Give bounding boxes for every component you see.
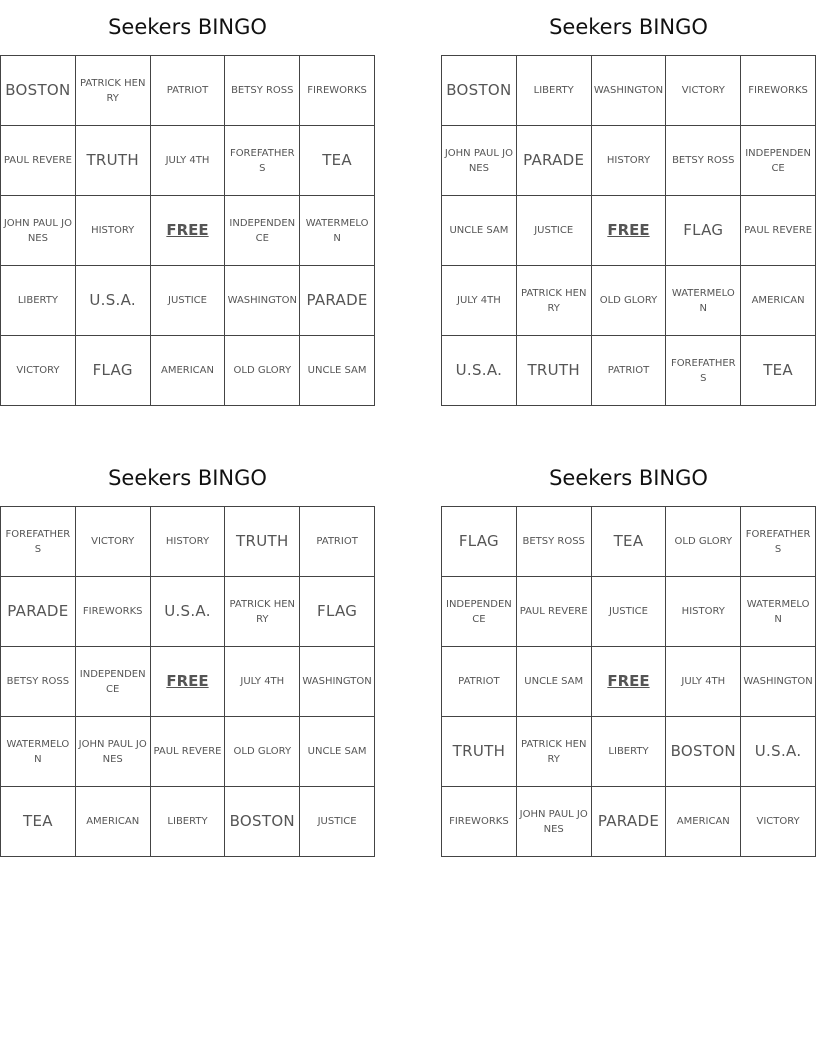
bingo-cell: JULY 4TH xyxy=(151,126,226,196)
bingo-cell: PATRIOT xyxy=(442,647,517,717)
bingo-cell: WASHINGTON xyxy=(741,647,816,717)
free-space-cell: FREE xyxy=(592,647,667,717)
bingo-grid xyxy=(441,506,816,857)
bingo-card-1 xyxy=(0,12,375,379)
bingo-cell: AMERICAN xyxy=(666,787,741,857)
bingo-cell: TEA xyxy=(300,126,375,196)
bingo-cell: PATRIOT xyxy=(300,507,375,577)
bingo-cell: LIBERTY xyxy=(517,56,592,126)
bingo-grid xyxy=(441,55,816,406)
bingo-cell: WATERMELON xyxy=(1,717,76,787)
bingo-cell: JUSTICE xyxy=(300,787,375,857)
bingo-cell: BOSTON xyxy=(666,717,741,787)
bingo-cell: LIBERTY xyxy=(1,266,76,336)
bingo-cell: TRUTH xyxy=(225,507,300,577)
bingo-cell: INDEPENDENCE xyxy=(76,647,151,717)
bingo-cell: JOHN PAUL JONES xyxy=(517,787,592,857)
bingo-cell: PARADE xyxy=(517,126,592,196)
bingo-cell: FOREFATHERS xyxy=(1,507,76,577)
bingo-cell: PARADE xyxy=(300,266,375,336)
bingo-cell: PAUL REVERE xyxy=(1,126,76,196)
bingo-cell: PAUL REVERE xyxy=(517,577,592,647)
bingo-cell: FIREWORKS xyxy=(300,56,375,126)
bingo-cell: OLD GLORY xyxy=(225,336,300,406)
card-title: Seekers BINGO xyxy=(108,15,267,39)
free-space-cell: FREE xyxy=(151,196,226,266)
bingo-cell: PARADE xyxy=(592,787,667,857)
bingo-grid xyxy=(0,55,375,406)
bingo-cell: HISTORY xyxy=(76,196,151,266)
bingo-cell: OLD GLORY xyxy=(592,266,667,336)
bingo-card-4 xyxy=(441,463,816,835)
bingo-cell: JUSTICE xyxy=(592,577,667,647)
bingo-cell: WASHINGTON xyxy=(225,266,300,336)
bingo-cell: U.S.A. xyxy=(76,266,151,336)
bingo-cell: JUSTICE xyxy=(151,266,226,336)
bingo-cell: VICTORY xyxy=(76,507,151,577)
bingo-cell: PAUL REVERE xyxy=(151,717,226,787)
bingo-cell: PATRICK HENRY xyxy=(517,717,592,787)
bingo-cell: PATRICK HENRY xyxy=(225,577,300,647)
card-title: Seekers BINGO xyxy=(108,466,267,490)
bingo-cell: FIREWORKS xyxy=(741,56,816,126)
bingo-cell: INDEPENDENCE xyxy=(741,126,816,196)
bingo-cell: INDEPENDENCE xyxy=(442,577,517,647)
bingo-cell: FLAG xyxy=(76,336,151,406)
bingo-cell: FLAG xyxy=(442,507,517,577)
bingo-cell: TRUTH xyxy=(442,717,517,787)
bingo-grid xyxy=(0,506,375,857)
bingo-cell: BOSTON xyxy=(1,56,76,126)
bingo-cell: LIBERTY xyxy=(592,717,667,787)
bingo-cell: JULY 4TH xyxy=(442,266,517,336)
bingo-cell: PATRICK HENRY xyxy=(76,56,151,126)
bingo-cell: WASHINGTON xyxy=(300,647,375,717)
bingo-cell: U.S.A. xyxy=(151,577,226,647)
bingo-cell: BOSTON xyxy=(442,56,517,126)
bingo-cell: PATRIOT xyxy=(592,336,667,406)
bingo-cell: LIBERTY xyxy=(151,787,226,857)
bingo-cell: BETSY ROSS xyxy=(666,126,741,196)
bingo-cell: PAUL REVERE xyxy=(741,196,816,266)
bingo-cell: JULY 4TH xyxy=(225,647,300,717)
bingo-cell: UNCLE SAM xyxy=(300,336,375,406)
bingo-cell: JOHN PAUL JONES xyxy=(76,717,151,787)
bingo-cell: WATERMELON xyxy=(300,196,375,266)
bingo-cell: PARADE xyxy=(1,577,76,647)
free-space-cell: FREE xyxy=(151,647,226,717)
bingo-cell: FIREWORKS xyxy=(442,787,517,857)
bingo-cell: JOHN PAUL JONES xyxy=(1,196,76,266)
bingo-cell: FOREFATHERS xyxy=(666,336,741,406)
bingo-card-2 xyxy=(441,12,816,384)
bingo-cell: JOHN PAUL JONES xyxy=(442,126,517,196)
bingo-cell: BETSY ROSS xyxy=(517,507,592,577)
bingo-cell: TEA xyxy=(1,787,76,857)
bingo-cell: FLAG xyxy=(666,196,741,266)
bingo-cell: U.S.A. xyxy=(442,336,517,406)
bingo-cell: FLAG xyxy=(300,577,375,647)
bingo-cell: VICTORY xyxy=(666,56,741,126)
bingo-cell: U.S.A. xyxy=(741,717,816,787)
bingo-cell: INDEPENDENCE xyxy=(225,196,300,266)
bingo-cell: HISTORY xyxy=(151,507,226,577)
bingo-cell: AMERICAN xyxy=(151,336,226,406)
bingo-cell: OLD GLORY xyxy=(225,717,300,787)
bingo-cell: HISTORY xyxy=(592,126,667,196)
bingo-cell: TEA xyxy=(741,336,816,406)
bingo-cell: PATRICK HENRY xyxy=(517,266,592,336)
bingo-cell: HISTORY xyxy=(666,577,741,647)
bingo-cell: WATERMELON xyxy=(666,266,741,336)
bingo-cell: UNCLE SAM xyxy=(442,196,517,266)
bingo-cell: BETSY ROSS xyxy=(1,647,76,717)
bingo-cell: BOSTON xyxy=(225,787,300,857)
bingo-cell: UNCLE SAM xyxy=(300,717,375,787)
card-title: Seekers BINGO xyxy=(549,466,708,490)
bingo-cell: AMERICAN xyxy=(741,266,816,336)
bingo-cell: AMERICAN xyxy=(76,787,151,857)
bingo-cell: TRUTH xyxy=(76,126,151,196)
bingo-cell: VICTORY xyxy=(741,787,816,857)
bingo-card-3 xyxy=(0,463,375,830)
bingo-cell: VICTORY xyxy=(1,336,76,406)
bingo-cell: JUSTICE xyxy=(517,196,592,266)
bingo-cell: FOREFATHERS xyxy=(225,126,300,196)
bingo-cell: PATRIOT xyxy=(151,56,226,126)
bingo-cell: OLD GLORY xyxy=(666,507,741,577)
free-space-cell: FREE xyxy=(592,196,667,266)
bingo-cell: WATERMELON xyxy=(741,577,816,647)
bingo-cell: JULY 4TH xyxy=(666,647,741,717)
bingo-cell: TEA xyxy=(592,507,667,577)
bingo-cell: TRUTH xyxy=(517,336,592,406)
card-title: Seekers BINGO xyxy=(549,15,708,39)
bingo-cell: WASHINGTON xyxy=(592,56,667,126)
bingo-cell: FOREFATHERS xyxy=(741,507,816,577)
bingo-cell: FIREWORKS xyxy=(76,577,151,647)
bingo-cell: UNCLE SAM xyxy=(517,647,592,717)
bingo-cell: BETSY ROSS xyxy=(225,56,300,126)
